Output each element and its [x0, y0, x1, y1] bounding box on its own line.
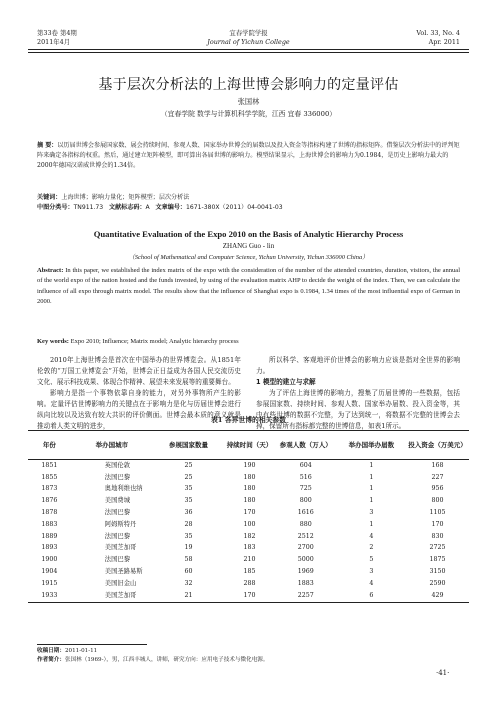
table-header: 举办国城市: [95, 441, 129, 449]
table-cell: 美国圣路易斯: [104, 568, 143, 576]
table-row: [28, 578, 469, 590]
table-cell: 1: [369, 461, 374, 469]
table-header: 持续时间（天）: [226, 441, 273, 449]
table-cell: 奥地利维也纳: [104, 485, 143, 493]
table-cell: 725: [299, 485, 312, 493]
table-cell: 英国伦敦: [104, 461, 130, 469]
expo-parameters-table: [28, 430, 469, 603]
table-cell: 25: [184, 473, 193, 481]
table-cell: 1904: [41, 568, 58, 576]
table-header: 年份: [42, 441, 56, 449]
table-cell: 1889: [41, 532, 58, 540]
bio-label: 作者简介：: [37, 657, 65, 663]
table-cell: 800: [299, 497, 312, 505]
table-cell: 5000: [297, 556, 314, 564]
table-cell: 美国芝加哥: [104, 591, 137, 599]
table-cell: 1: [369, 497, 374, 505]
table-cell: 1875: [429, 556, 446, 564]
table-cell: 35: [184, 485, 193, 493]
table-cell: 1900: [41, 556, 58, 564]
table-cell: 210: [243, 556, 256, 564]
class-value: TN911.73: [73, 204, 104, 211]
table-cell: 1: [369, 473, 374, 481]
abstract-text: 以历届世博会参展国家数、展会持续时间、参观人数、国家举办世博会的届数以及投入资金等指标构建了世博的指标矩阵。借鉴层次分析法中的评判矩阵来确定各指标的权重。然后，通过建立矩阵模型，即可算出各届世博的影响力。模型结果显示，上海世博会的影响力为0.1984，是历史上影响力最大的2000年德国汉诺威世博会的1.34倍。: [37, 142, 460, 170]
table-cell: 60: [184, 568, 193, 576]
footnote-received: [37, 647, 97, 656]
table-cell: 604: [299, 461, 312, 469]
table-cell: 800: [431, 497, 444, 505]
table-cell: 182: [243, 532, 256, 540]
table-cell: 180: [243, 497, 256, 505]
table-cell: 1873: [41, 485, 58, 493]
table-cell: 法国巴黎: [104, 473, 130, 481]
table-cell: 1893: [41, 544, 58, 552]
header-date-en: Apr. 2011: [428, 38, 460, 46]
table-cell: 2725: [429, 544, 446, 552]
table-cell: 1876: [41, 497, 58, 505]
header-volume-en: Vol. 33, No. 4: [416, 29, 460, 37]
table-cell: 516: [299, 473, 312, 481]
table-cell: 2590: [429, 579, 446, 587]
table-cell: 3150: [429, 568, 446, 576]
table-header: 参观人数（万人）: [279, 441, 332, 449]
received-label: 收稿日期：: [37, 648, 65, 654]
table-cell: 1855: [41, 473, 58, 481]
table-cell: 2700: [297, 544, 314, 552]
table-header: 举办国举办届数: [348, 441, 395, 449]
table-cell: 183: [243, 544, 256, 552]
article-no-label: 文章编号：: [155, 204, 186, 211]
header-rule: [28, 49, 469, 50]
table-cell: 21: [184, 591, 193, 599]
table-cell: 429: [431, 591, 444, 599]
english-abstract-text: In this paper, we established the index matrix of the expo with the consideration of the number of the attended countries, duration, visitors, the annual of the world expo of the nation hosted and the funds invested, by using of the evaluation matrix AHP to decide the weight of the index. Then, we can calculate the influence of all expo through matrix model. The results show that the influence of Shanghai expo is 0.1984, 1.34 times of the most influential expo of German in 2000.: [37, 267, 460, 305]
abstract-label: 摘 要：: [37, 142, 58, 149]
doc-code-label: 文献标志码：: [108, 204, 146, 211]
table-cell: 956: [431, 485, 444, 493]
table-cell: 美国费城: [104, 497, 130, 505]
table-cell: 美国旧金山: [104, 579, 137, 587]
table-cell: 阿姆斯特丹: [104, 520, 137, 528]
table-cell: 1878: [41, 509, 58, 517]
table-cell: 4: [369, 579, 374, 587]
footnote-bio: [37, 656, 269, 665]
table-cell: 法国巴黎: [104, 509, 130, 517]
english-keywords: [37, 338, 460, 345]
table-cell: 1883: [297, 579, 314, 587]
body-paragraph: 2010年上海世博会是首次在中国举办的世界博览会。从1851年伦敦的“万国工业博览会”开始，世博会正日益成为各国人民交流历史文化、展示科技成果、体现合作精神、展望未来发展等的重要舞台。: [37, 356, 241, 386]
table-header-row: [28, 431, 469, 460]
keywords-text: 上海世博；影响力量化；矩阵模型；层次分析法: [61, 194, 190, 201]
table-cell: 2512: [297, 532, 314, 540]
english-author: ZHANG Guo - lin: [222, 242, 275, 250]
header-journal-en: Journal of Yichun College: [207, 38, 290, 46]
table-row: [28, 484, 469, 496]
abstract-cn: [37, 141, 460, 172]
table-row: [28, 566, 469, 578]
table-cell: 1616: [297, 509, 314, 517]
paper-author: 张国林: [237, 97, 260, 106]
header-volume: 第33卷 第4期: [37, 29, 77, 37]
table-row: [28, 554, 469, 566]
header-rule-thin: [28, 52, 469, 53]
english-abstract-label: Abstract:: [37, 267, 64, 274]
classification-line: [37, 203, 460, 212]
english-affiliation: （School of Mathematical and Computer Science, Yichun University, Yichun 336000 China）: [128, 254, 369, 261]
table-row: [28, 531, 469, 543]
english-title: Quantitative Evaluation of the Expo 2010 on the Basis of Analytic Hierarchy Process: [93, 229, 404, 239]
body-paragraph: 为了评估上海世博的影响力，搜集了历届世博的一些数据，包括参展国家数、持续时间、参观人数、国家举办届数、投入资金等，其中有些世博的数据不完整，为了达到统一，将数据不完整的世博会去掉，保留所有指标都完整的世博信息，如表1所示。: [256, 389, 460, 430]
table-cell: 170: [243, 509, 256, 517]
table-cell: 1851: [41, 461, 58, 469]
header-date: 2011年4月: [37, 38, 71, 46]
table-cell: 1933: [41, 591, 58, 599]
table-cell: 170: [431, 520, 444, 528]
table-cell: 法国巴黎: [104, 532, 130, 540]
table-header: 投入资金（万美元）: [408, 441, 467, 449]
table-cell: 180: [243, 473, 256, 481]
english-keywords-text: Expo 2010; Influence; Matrix model; Analytic hierarchy process: [70, 338, 239, 345]
table-cell: 288: [243, 579, 256, 587]
table-cell: 35: [184, 532, 193, 540]
table-cell: 190: [243, 461, 256, 469]
table-cell: 1915: [41, 579, 58, 587]
table-cell: 227: [431, 473, 444, 481]
page-number: ·41·: [436, 669, 450, 677]
table-cell: 1105: [429, 509, 446, 517]
table-cell: 100: [243, 520, 256, 528]
table-cell: 36: [184, 509, 193, 517]
doc-code-value: A: [145, 204, 150, 211]
header-journal-cn: 宜春学院学报: [229, 29, 268, 37]
table-row: [28, 543, 469, 555]
table-row: [28, 495, 469, 507]
table-cell: 25: [184, 461, 193, 469]
table-row: [28, 519, 469, 531]
table-cell: 180: [243, 485, 256, 493]
paper-title: 基于层次分析法的上海世博会影响力的定量评估: [98, 77, 399, 93]
footnote-rule: [37, 644, 147, 645]
class-label: 中图分类号：: [37, 204, 74, 211]
table-cell: 3: [369, 509, 374, 517]
table-cell: 170: [243, 591, 256, 599]
english-abstract: [37, 266, 460, 307]
article-no-value: 1671-380X（2011）04-0041-03: [186, 204, 283, 211]
table-title: 表1 各界世博的相关参数: [210, 416, 287, 424]
bio-text: 张国林（1969-），男，江西丰城人，讲师，研究方向：应用电子技术与微化电源。: [64, 657, 269, 663]
table-row: [28, 590, 469, 602]
table-row: [28, 460, 469, 472]
table-cell: 1883: [41, 520, 58, 528]
table-cell: 830: [431, 532, 444, 540]
keywords-cn: [37, 193, 460, 202]
table-cell: 185: [243, 568, 256, 576]
table-cell: 1969: [297, 568, 314, 576]
table-cell: 2: [369, 544, 374, 552]
table-cell: 6: [369, 591, 374, 599]
table-cell: 美国芝加哥: [104, 544, 137, 552]
table-cell: 法国巴黎: [104, 556, 130, 564]
table-row: [28, 472, 469, 484]
table-header: 参展国家数量: [169, 441, 209, 449]
english-keywords-label: Key words:: [37, 338, 69, 345]
table-cell: 2257: [297, 591, 314, 599]
table-cell: 19: [184, 544, 193, 552]
table-cell: 3: [369, 568, 374, 576]
table-cell: 1: [369, 485, 374, 493]
table-cell: 32: [184, 579, 193, 587]
received-date: 2011-01-11: [64, 648, 98, 654]
keywords-label: 关键词：: [37, 194, 62, 201]
table-cell: 168: [431, 461, 444, 469]
paper-affiliation: （宜春学院 数学与计算机科学学院，江西 宜春 336000）: [160, 110, 337, 118]
table-cell: 880: [299, 520, 312, 528]
table-cell: 28: [184, 520, 193, 528]
table-cell: 1: [369, 520, 374, 528]
body-paragraph: 所以科学、客观地评价世博会的影响力应该是指对全世界的影响力。: [256, 356, 460, 375]
body-paragraph: 影响力是指一个事物依靠自身的能力，对另外事物所产生的影响。定量评估世博影响力的关键点在于影响力是化与历届世博会进行纵向比较以及达致有较大共识的评价侧面。世博会最本质的意义就是推动着人类文明的进步，: [37, 389, 241, 430]
table-row: [28, 507, 469, 519]
section-heading: 1 模型的建立与求解: [256, 378, 316, 386]
table-cell: 4: [369, 532, 374, 540]
table-cell: 35: [184, 497, 193, 505]
table-cell: 58: [184, 556, 193, 564]
table-cell: 5: [369, 556, 374, 564]
